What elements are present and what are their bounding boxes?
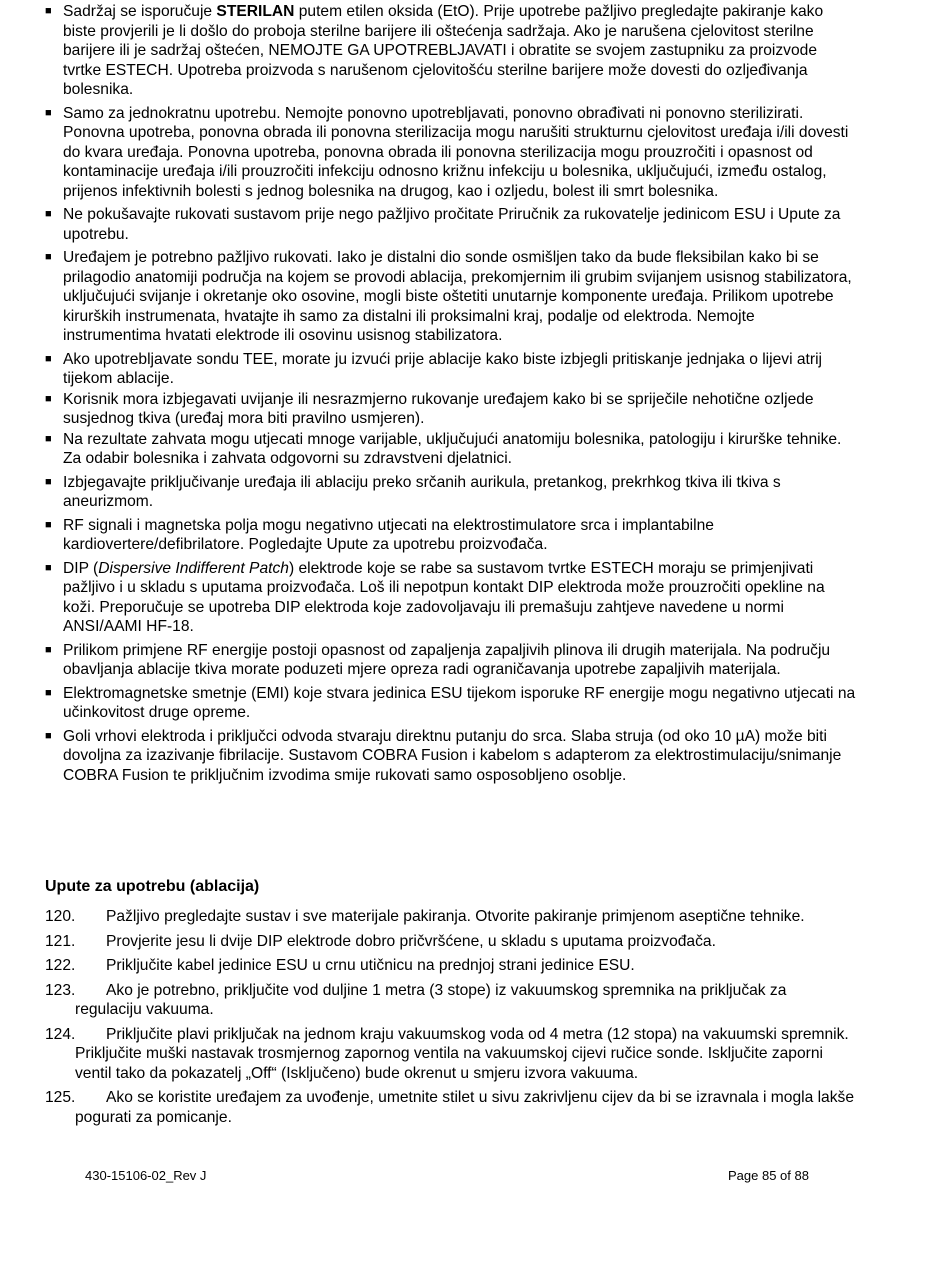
bullet-icon: ■ xyxy=(45,251,52,263)
step-item xyxy=(45,907,855,927)
bullet-icon: ■ xyxy=(45,5,52,17)
step-item xyxy=(45,981,855,1020)
step-text: Ako je potrebno, priključite vod duljine 1 metra (3 stope) iz vakuumskog spremnika na priključak za regulaciju vakuuma. xyxy=(75,981,787,1018)
document-id: 430-15106-02_Rev J xyxy=(85,1168,207,1183)
step-item xyxy=(45,932,855,952)
step-number: 122. xyxy=(45,957,76,974)
list-item: ■ Goli vrhovi elektroda i priključci odvoda stvaraju direktnu putanju do srca. Slaba struja (od oko 10 µA) može biti dovoljna za izazivanje fibrilacije. Sustavom COBRA Fusion i kabelom s adapterom za elektrostimulaciju/snimanje COBRA Fusion te priključnim izvodima smije rukovati samo osposobljeno osoblje. xyxy=(45,727,842,784)
page-number: Page 85 of 88 xyxy=(728,1168,809,1183)
bullet-icon: ■ xyxy=(45,729,52,742)
step-number: 125. xyxy=(45,1089,76,1106)
list-item: ■ Elektromagnetske smetnje (EMI) koje stvara jedinica ESU tijekom isporuke RF energije mogu negativno utjecati na učinkovitost druge opreme. xyxy=(45,684,856,721)
step-text: Pažljivo pregledajte sustav i sve materijale pakiranja. Otvorite pakiranje primjenom aseptične tehnike. xyxy=(106,908,805,925)
step-text: Ako se koristite uređajem za uvođenje, umetnite stilet u sivu zakrivljenu cijev da bi se izravnala i mogla lakše pogurati za pomicanje. xyxy=(75,1089,854,1126)
step-item xyxy=(45,1025,855,1084)
section-title: Upute za upotrebu (ablacija) xyxy=(45,878,260,895)
list-item: ■ Ne pokušavajte rukovati sustavom prije nego pažljivo pročitate Priručnik za rukovatelje jedinicom ESU i Upute za upotrebu. xyxy=(45,206,841,243)
step-number: 121. xyxy=(45,932,76,950)
dip-term: Dispersive Indifferent Patch xyxy=(98,559,289,577)
list-item: ■ Ako upotrebljavate sondu TEE, morate ju izvući prije ablacije kako biste izbjegli pritiskanje jednjaka o lijevi atrij tijekom ablacije. xyxy=(45,350,822,387)
list-item: ■ Korisnik mora izbjegavati uvijanje ili nesrazmjerno rukovanje uređajem kako bi se spriječile nehotične ozljede susjednog tkiva (uređaj mora biti pravilno usmjeren). xyxy=(45,390,814,427)
bullet-icon: ■ xyxy=(45,352,52,365)
list-item: ■ RF signali i magnetska polja mogu negativno utjecati na elektrostimulatore srca i implantabilne kardiovertere/defibrilatore. Pogledajte Upute za upotrebu proizvođača. xyxy=(45,516,714,553)
instructions-list xyxy=(45,907,855,1132)
sterile-emphasis: STERILAN xyxy=(216,3,295,20)
list-item: ■ Uređajem je potrebno pažljivo rukovati. Iako je distalni dio sonde osmišljen tako da bude fleksibilan kako bi se prilagodio anatomiji područja na kojem se provodi ablacija, prekomjernim ili grubim svijanjem usisnog stabilizatora, uključujući svijanje i okretanje oko osovine, mogli biste oštetiti unutarnje komponente uređaja. Prilikom upotrebe kirurških instrumenata, hvatajte ih samo za distalni ili proksimalni kraj, podalje od elektroda. Nemojte instrumentima hvatati elektrode ili osovinu usisnog stabilizatora. xyxy=(45,249,852,344)
list-item: ■ Izbjegavajte priključivanje uređaja ili ablaciju preko srčanih aurikula, pretankog, prekrhkog tkiva ili tkiva s aneurizmom. xyxy=(45,473,781,510)
bullet-icon: ■ xyxy=(45,475,52,488)
list-item: ■ DIP (Dispersive Indifferent Patch) elektrode koje se rabe sa sustavom tvrtke ESTECH moraju se primjenjivati pažljivo i u skladu s uputama proizvođača. Loš ili nepotpun kontakt DIP elektroda može prouzročiti opekline na koži. Preporučuje se upotreba DIP elektroda koje zadovoljavaju ili premašuju zahtjeve navedene u normi ANSI/AAMI HF-18. xyxy=(45,559,825,635)
step-number: 124. xyxy=(45,1025,76,1043)
list-item: ■ Sadržaj se isporučuje STERILAN putem etilen oksida (EtO). Prije upotrebe pažljivo pregledajte pakiranje kako biste provjerili je li došlo do proboja sterilne barijere ili oštećenja sadržaja. Ako je narušena cjelovitost sterilne barijere ili je sadržaj oštećen, NEMOJTE GA UPOTREBLJAVATI i obratite se svojem zastupniku za proizvode tvrtke ESTECH. Upotreba proizvoda s narušenom cjelovitošću sterilne barijere može dovesti do ozljeđivanja bolesnika. xyxy=(45,3,824,98)
step-item xyxy=(45,956,855,976)
step-number: 120. xyxy=(45,908,76,925)
bullet-icon: ■ xyxy=(45,686,52,699)
bullet-icon: ■ xyxy=(45,392,52,405)
bullet-icon: ■ xyxy=(45,518,52,531)
step-text: Priključite plavi priključak na jednom kraju vakuumskog voda od 4 metra (12 stopa) na vakuumski spremnik. Priključite muški nastavak trosmjernog zapornog ventila na vakuumskoj cijevi ručice sonde. Isključite zaporni ventil tako da pokazatelj „Off“ (Isključeno) bude okrenut u smjeru izvora vakuuma. xyxy=(75,1025,849,1082)
list-item: ■ Samo za jednokratnu upotrebu. Nemojte ponovno upotrebljavati, ponovno obrađivati ni ponovno sterilizirati. Ponovna upotreba, ponovna obrada ili ponovna sterilizacija mogu narušiti strukturnu cjelovitost uređaja i/ili dovesti do kvara uređaja. Ponovna upotreba, ponovna obrada ili ponovna sterilizacija mogu prouzročiti i opasnost od kontaminacije uređaja i/ili prouzročiti infekciju odnosno križnu infekciju u bolesnika, uključujući, između ostalog, prijenos infektivnih bolesti s jednog bolesnika na drugog, kao i ozljedu, bolest ili smrt bolesnika. xyxy=(45,104,849,200)
bullet-icon: ■ xyxy=(45,432,52,445)
bullet-icon: ■ xyxy=(45,208,52,220)
step-text: Provjerite jesu li dvije DIP elektrode dobro pričvršćene, u skladu s uputama proizvođača. xyxy=(106,932,716,950)
step-text: Priključite kabel jedinice ESU u crnu utičnicu na prednjoj strani jedinice ESU. xyxy=(106,957,635,974)
step-number: 123. xyxy=(45,981,76,999)
bullet-icon: ■ xyxy=(45,643,52,656)
step-item xyxy=(45,1088,855,1127)
list-item: ■ Na rezultate zahvata mogu utjecati mnoge varijable, uključujući anatomiju bolesnika, patologiju i kirurške tehnike. Za odabir bolesnika i zahvata odgovorni su zdravstveni djelatnici. xyxy=(45,430,842,467)
warnings-list xyxy=(44,2,856,789)
bullet-icon: ■ xyxy=(45,106,52,119)
list-item: ■ Prilikom primjene RF energije postoji opasnost od zapaljenja zapaljivih plinova ili drugih materijala. Na području obavljanja ablacije tkiva morate poduzeti mjere opreza radi ograničavanja upotrebe zapaljivih materijala. xyxy=(45,641,831,678)
bullet-icon: ■ xyxy=(45,561,52,574)
